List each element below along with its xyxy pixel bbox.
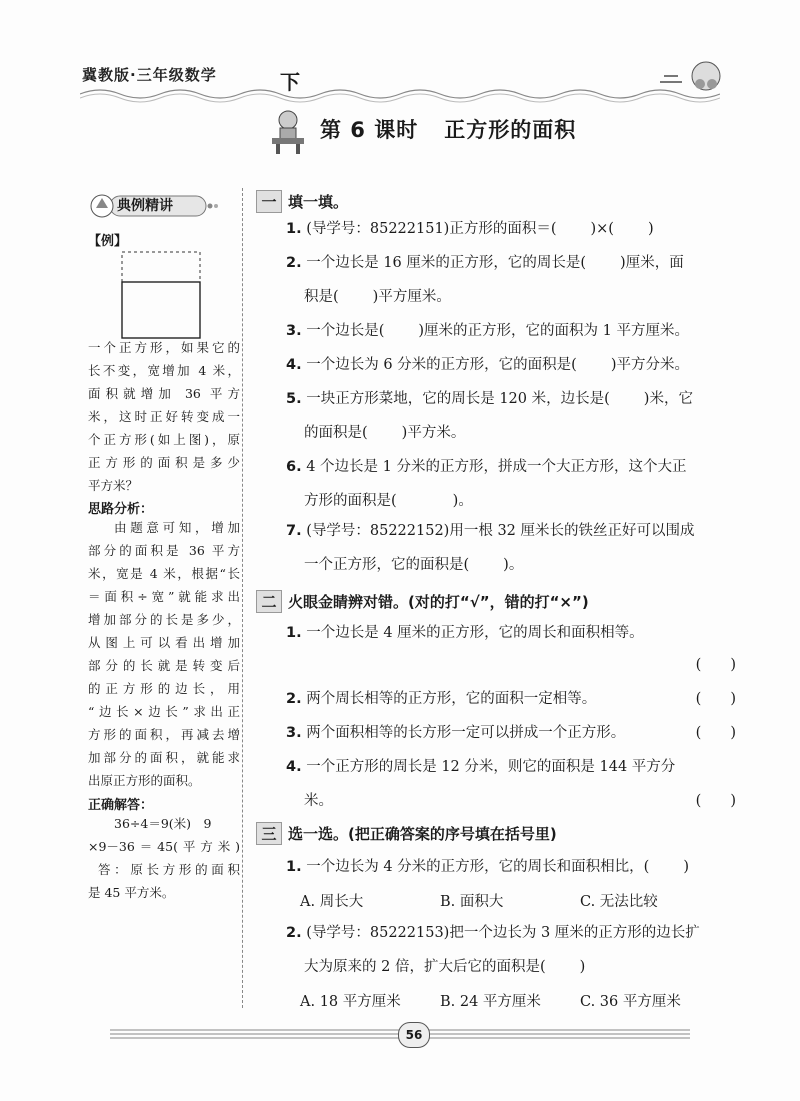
section-heading-fill [256,190,348,213]
fill-question-3: 3. 一个边长是( )厘米的正方形，它的面积为 1 平方厘米。 [286,323,689,339]
example-label: 【例】 [88,234,128,249]
judge-question-3: 3. 两个面积相等的长方形一定可以拼成一个正方形。 [286,725,626,741]
lesson-title [320,114,602,144]
sidebar-problem-line: 正方形的面积是多少 [88,455,240,470]
fill-question-7: 7. (导学号：85222152)用一根 32 厘米长的铁丝正好可以围成 一个正方形，它的面积是( )。 [286,523,695,573]
analysis-line: 的正方形的边长，用 [88,681,240,696]
volume-label: 下 [280,70,300,94]
judge-blank[interactable]: ( ) [695,793,736,809]
section-label: 选一选。(把正确答案的序号填在括号里) [288,825,557,843]
judge-question-2: 2. 两个周长相等的正方形，它的面积一定相等。 [286,691,597,707]
judge-question-1: 1. 一个边长是 4 厘米的正方形，它的周长和面积相等。 [286,625,644,641]
section-number: 一 [256,190,282,213]
option-b[interactable]: B. 24 平方厘米 [440,994,541,1010]
analysis-line: ＝面积÷宽”就能求出 [88,589,240,604]
analysis-line: 增加部分的长是多少， [88,612,240,627]
fill-question-2: 2. 一个边长是 16 厘米的正方形，它的周长是( )厘米，面 积是( )平方厘米。 [286,255,684,305]
judge-question-4: 4. 一个正方形的周长是 12 分米，则它的面积是 144 平方分 米。 [286,759,676,809]
section-heading-judge [256,590,589,613]
lesson-number: 第 6 课时 [320,118,419,142]
choice-question-1: 1. 一个边长为 4 分米的正方形，它的周长和面积相比，( ) [286,859,689,875]
choice-options-1 [300,890,740,911]
answer-line: 是 45 平方米。 [88,885,175,900]
header-wave-decoration [80,80,720,104]
sidebar-problem-line: 面积就增加 36 平方 [88,386,240,401]
answer-heading: 正确解答： [88,798,154,813]
option-b[interactable]: B. 面积大 [440,894,504,910]
fill-question-6: 6. 4 个边长是 1 分米的正方形，拼成一个大正方形，这个大正 方形的面积是( )。 [286,459,687,509]
page-number: 56 [398,1022,430,1048]
section-heading-choose [256,822,557,845]
option-c[interactable]: C. 无法比较 [580,894,658,910]
section-number: 三 [256,822,282,845]
sidebar-problem-line: 一个正方形，如果它的 [88,340,240,355]
analysis-line: 米，宽是 4 米，根据“长 [88,566,240,581]
judge-blank[interactable]: ( ) [695,657,736,673]
section-label: 火眼金睛辨对错。(对的打“√”，错的打“×”) [288,593,589,611]
option-a[interactable]: A. 周长大 [300,894,364,910]
analysis-line: 部分的长就是转变后 [88,658,240,673]
analysis-line: 由题意可知，增加 [114,520,240,535]
analysis-line: 部分的面积是 36 平方 [88,543,240,558]
option-a[interactable]: A. 18 平方厘米 [300,994,401,1010]
fill-question-5: 5. 一块正方形菜地，它的周长是 120 米，边长是( )米，它 的面积是( )平方米。 [286,391,693,441]
fill-question-1: 1. (导学号：85222151)正方形的面积＝( )×( ) [286,221,654,237]
answer-line: 答：原长方形的面积 [98,862,240,877]
judge-blank[interactable]: ( ) [695,691,736,707]
option-c[interactable]: C. 36 平方厘米 [580,994,681,1010]
choice-options-2 [300,990,740,1011]
section-label: 填一填。 [288,193,349,211]
analysis-line: 从图上可以看出增加 [88,635,240,650]
column-divider [242,188,243,1008]
sidebar-banner-label: 典例精讲 [117,198,173,214]
sidebar-problem-line: 平方米？ [88,478,139,493]
book-title: 冀教版·三年级数学 [82,66,217,84]
sidebar-problem-line: 米，这时正好转变成一 [88,409,240,424]
analysis-line: 加部分的面积，就能求 [88,750,240,765]
fill-question-4: 4. 一个边长为 6 分米的正方形，它的面积是( )平方分米。 [286,357,689,373]
example-figure [118,250,206,342]
lesson-topic: 正方形的面积 [444,118,577,142]
analysis-heading: 思路分析： [88,502,154,517]
sidebar-problem-line: 个正方形(如上图)，原 [88,432,240,447]
analysis-line: 方形的面积，再减去增 [88,727,240,742]
student-at-desk-icon [268,108,308,154]
analysis-line: “边长×边长”求出正 [88,704,240,719]
answer-line: 36÷4＝9(米) 9 [114,816,212,831]
answer-line: ×9－36＝45(平方米) [88,839,240,854]
choice-question-2: 2. (导学号：85222153)把一个边长为 3 厘米的正方形的边长扩 大为原来的 2 倍，扩大后它的面积是( ) [286,925,700,975]
section-number: 二 [256,590,282,613]
sidebar-problem-line: 长不变，宽增加 4 米， [88,363,240,378]
analysis-line: 出原正方形的面积。 [88,773,201,788]
header-cartoon-icon [650,56,730,96]
judge-blank[interactable]: ( ) [695,725,736,741]
